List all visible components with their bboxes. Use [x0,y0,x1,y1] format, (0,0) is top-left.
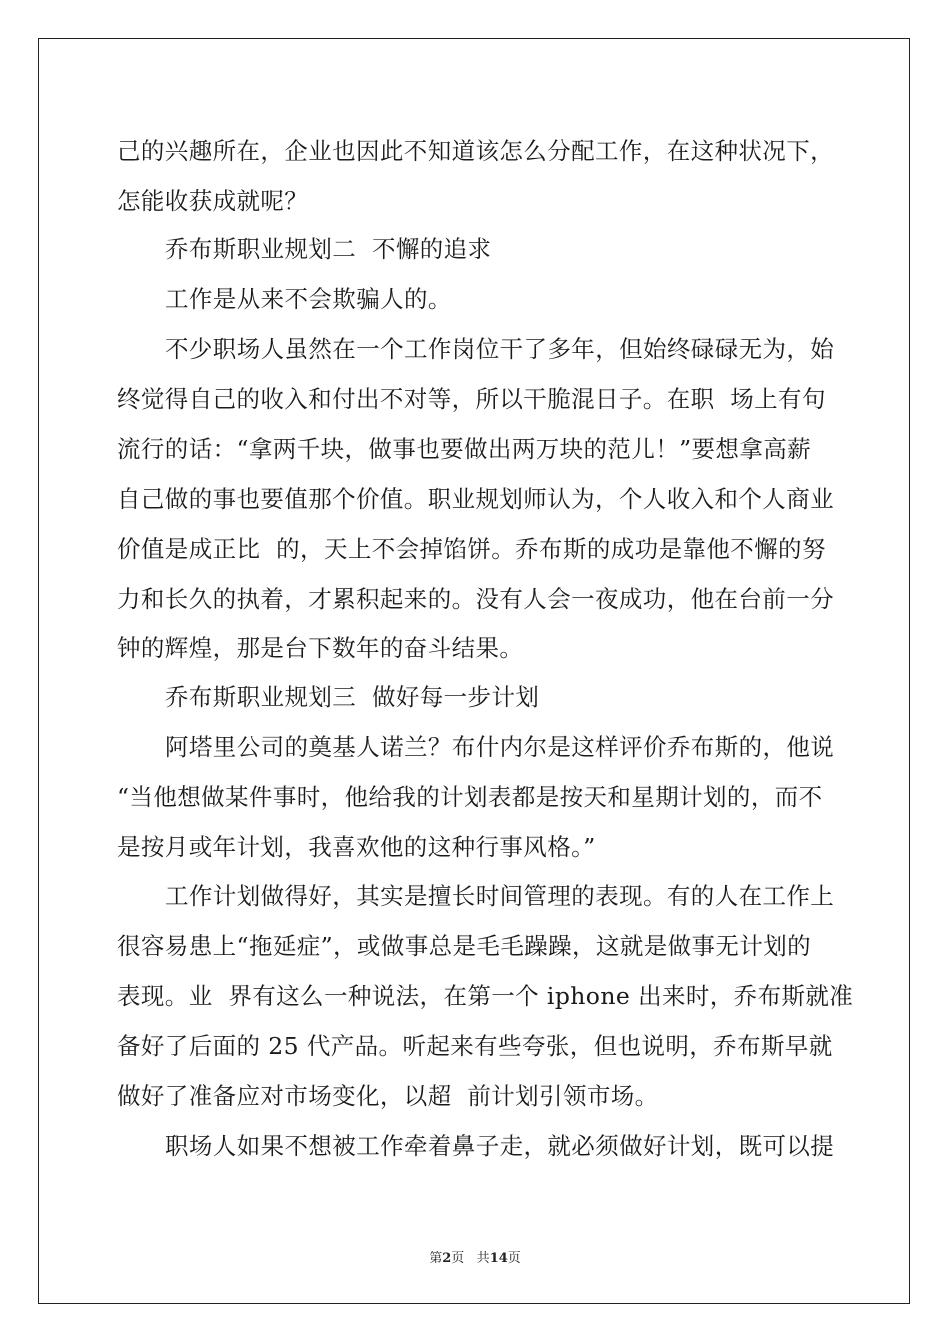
page-label-suffix: 页 [451,1251,465,1266]
text-line: 自己做的事也要值那个价值。职业规划师认为，个人收入和个人商业 [117,485,834,513]
text-line: 价值是成正比 的，天上不会掉馅饼。乔布斯的成功是靠他不懈的努 [117,535,826,563]
text-line: 备好了后面的 25 代产品。听起来有些夸张，但也说明，乔布斯早就 [117,1032,833,1060]
total-pages: 14 [489,1251,508,1266]
section-heading: 乔布斯职业规划二 不懈的追求 [165,235,492,263]
text-line: 不少职场人虽然在一个工作岗位干了多年，但始终碌碌无为，始 [165,335,835,363]
text-line: 终觉得自己的收入和付出不对等，所以干脆混日子。在职 场上有句 [117,385,826,413]
text-line: 己的兴趣所在，企业也因此不知道该怎么分配工作，在这种状况下， [117,137,834,165]
text-line: 表现。业 界有这么一种说法，在第一个 iphone 出来时，乔布斯就准 [117,982,854,1010]
page-border [38,38,910,1304]
page-footer [0,1251,950,1267]
text-line: 力和长久的执着，才累积起来的。没有人会一夜成功，他在台前一分 [117,585,834,613]
text-line: 是按月或年计划，我喜欢他的这种行事风格。” [117,833,596,861]
page-number: 2 [442,1251,452,1266]
text-line: 工作是从来不会欺骗人的。 [165,285,452,313]
text-line: 做好了准备应对市场变化，以超 前计划引领市场。 [117,1082,659,1110]
text-line: 流行的话：“拿两千块，做事也要做出两万块的范儿！”要想拿高薪 [117,435,812,463]
text-line: “当他想做某件事时，他给我的计划表都是按天和星期计划的，而不 [117,783,823,811]
text-line: 钟的辉煌，那是台下数年的奋斗结果。 [117,634,524,662]
text-line: 很容易患上“拖延症”，或做事总是毛毛躁躁，这就是做事无计划的 [117,932,812,960]
text-line: 怎能收获成就呢？ [117,187,309,215]
total-label-suffix: 页 [507,1251,521,1266]
text-line: 职场人如果不想被工作牵着鼻子走，就必须做好计划，既可以提 [165,1132,835,1160]
page-label-prefix: 第 [429,1251,443,1266]
total-label-prefix: 共 [476,1251,490,1266]
section-heading: 乔布斯职业规划三 做好每一步计划 [165,683,540,711]
text-line: 阿塔里公司的奠基人诺兰？布什内尔是这样评价乔布斯的，他说 [165,733,835,761]
text-line: 工作计划做得好，其实是擅长时间管理的表现。有的人在工作上 [165,882,835,910]
